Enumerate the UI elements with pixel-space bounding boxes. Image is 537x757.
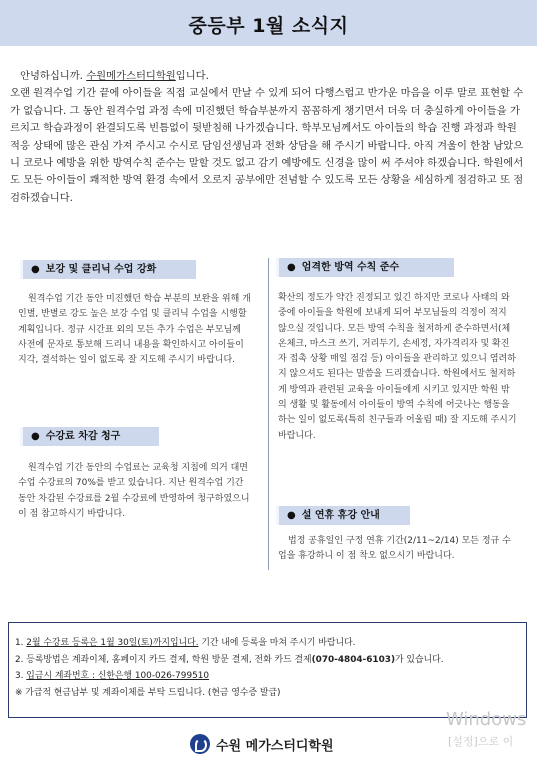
academy-logo — [190, 733, 334, 755]
section-header-quarantine — [276, 258, 454, 277]
section-text-holiday: 법정 공휴일인 구정 연휴 기간(2/11~2/14) 모든 정규 수업을 휴강하니 이 점 착오 없으시기 바랍니다. — [278, 536, 511, 562]
section-text-reinforce: 원격수업 기간 동안 미진했던 학습 부분의 보완을 위해 개인별, 반별로 강도 높은 보강 수업 및 클리닉 수업을 시행할 계획입니다. 정규 시간표 외의 모든 추가 수업은 부모님께 사전에 문자로 통보해 드리니 내용을 확인하시고 아이들이 지각, 결석하는 일이 없도록 잘 지도해 주시기 바랍니다. — [18, 294, 251, 366]
section-header-tuition — [20, 427, 159, 446]
column-divider — [268, 258, 269, 570]
notice-line-3-prefix: 3. — [15, 671, 27, 682]
section-title-quarantine: 엄격한 방역 수칙 준수 — [301, 262, 400, 273]
notice-line-2 — [15, 652, 526, 669]
section-body-holiday — [278, 534, 518, 565]
notice-line-1 — [15, 635, 526, 652]
notice-phone: (070-4804-6103) — [311, 654, 396, 665]
notice-line-2-suffix: 가 있습니다. — [395, 654, 444, 665]
notice-line-1-prefix: 1. — [15, 638, 27, 648]
section-body-reinforce — [18, 292, 252, 368]
bullet-icon: ● — [31, 264, 40, 275]
section-text-quarantine: 확산의 정도가 약간 진정되고 있긴 하지만 코로나 사태의 와중에 아이들을 학원에 보내게 되어 부모님들의 걱정이 적지 않으실 것입니다. 모든 방역 수칙을 철저하게 준수하면서(체온체크, 마스크 쓰기, 거리두기, 손세정, 자가격리자 및 확진자 접촉 상황 매일 점검 등) 아이들을 관리하고 있으니 염려하지 않으셔도 된다는 말씀을 드리겠습니다. 학원에서도 철저하게 방역과 관련된 교육을 아이들에게 시키고 있지만 학원 밖의 생활 및 활동에서 아이들이 방역 수칙에 어긋나는 행동을 하는 일이 없도록(특히 친구들과 어울림 때) 잘 지도해 주시기 바랍니다. — [278, 293, 517, 441]
section-text-tuition: 원격수업 기간 동안의 수업료는 교육청 지침에 의거 대면수업 수강료의 70%를 받고 있습니다. 지난 원격수업 기간 동안 차감된 수강료를 2월 수강료에 반영하여 청구하였으니 이 점 참고하시기 바랍니다. — [18, 463, 250, 519]
section-header-reinforce — [20, 260, 196, 279]
notice-line-4: ※ 가급적 현금납부 및 계좌이체를 부탁 드립니다. (현금 영수증 발급) — [15, 687, 281, 698]
page-title: 중등부 1월 소식지 — [188, 15, 349, 37]
notice-deadline: 2월 수강료 등록은 1월 30일(토)까지입니다. — [26, 638, 199, 648]
registration-notice-box — [8, 622, 527, 718]
mega-swirl-logo-icon — [190, 734, 210, 754]
bullet-icon: ● — [287, 510, 296, 521]
bullet-icon: ● — [287, 262, 296, 273]
section-body-quarantine — [278, 291, 518, 444]
notice-line-2-prefix: 2. 등록방법은 계좌이체, 홈페이지 카드 결제, 학원 방문 결제, 전화 카드 결제 — [15, 654, 312, 665]
notice-line-1-suffix: 기간 내에 등록을 마쳐 주시기 바랍니다. — [198, 638, 356, 648]
intro-greeting — [10, 68, 524, 85]
notice-account: 입금시 계좌번호 : 신한은행 100-026-799510 — [26, 671, 210, 682]
logo-text: 수원 메가스터디학원 — [216, 738, 334, 754]
watermark-line-2: [설정]으로 이 — [448, 735, 514, 748]
section-header-holiday — [276, 506, 410, 525]
bullet-icon: ● — [31, 431, 40, 442]
intro-text — [10, 68, 524, 207]
intro-paragraph: 오랜 원격수업 기간 끝에 아이들을 직접 교실에서 만날 수 있게 되어 다행스럽고 반가운 마음을 이루 말로 표현할 수가 없습니다. 그 동안 원격수업 과정 속에 미진했던 학습부분까지 꼼꼼하게 챙기면서 더욱 더 충실하게 아이들을 가르치고 학습과정이 완결되도록 빈틈없이 뒷받침해 나가겠습니다. 학부모님께서도 아이들의 학습 진행 과정과 학원 적응 상태에 많은 관심 가져 주시고 수시로 담임선생님과 전화 상담을 해 주시기 바랍니다. 아직 겨울이 한참 남았으니 코로나 예방을 위한 방역수칙 준수는 말할 것도 없고 감기 예방에도 신경을 많이 써 주셔야 하겠습니다. 학원에서도 모든 아이들이 쾌적한 방역 환경 속에서 오로지 공부에만 전념할 수 있도록 모든 상황을 세심하게 점검하고 또 점검하겠습니다. — [10, 87, 524, 204]
section-body-tuition — [18, 461, 252, 522]
windows-activation-watermark — [446, 709, 526, 749]
section-title-holiday: 설 연휴 휴강 안내 — [301, 510, 380, 521]
section-title-reinforce: 보강 및 클리닉 수업 강화 — [45, 264, 157, 275]
greeting-text: 안녕하십니까. — [20, 70, 87, 82]
school-name: 수원메가스터디학원 — [86, 70, 176, 82]
notice-line-3 — [15, 668, 526, 685]
watermark-line-1: Windows — [446, 709, 527, 730]
greeting-end: 입니다. — [175, 70, 209, 82]
section-title-tuition: 수강료 차감 청구 — [45, 431, 121, 442]
